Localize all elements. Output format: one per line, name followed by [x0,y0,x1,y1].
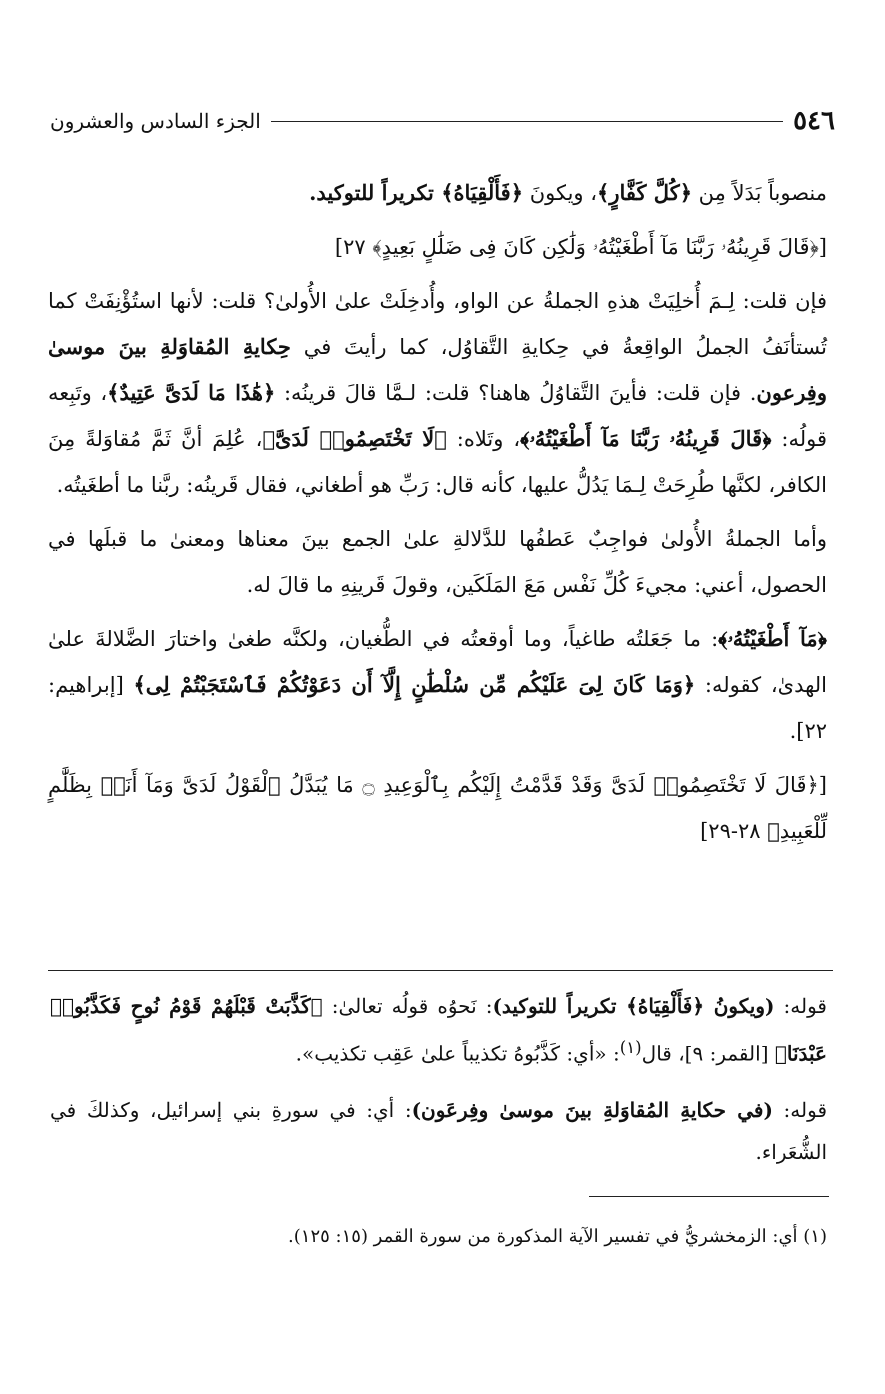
note-2 [50,1089,827,1173]
text-run: : أي: في سورةِ بني إسرائيل، وكذلكَ في الشُّعَراء. [50,1097,827,1164]
text-run: ، وتَلاه: [446,427,521,451]
verse-28-29: [﴿قَالَ لَا تَخْتَصِمُوا۟ لَدَىَّ وَقَدْ قَدَّمْتُ إِلَيْكُم بِٱلْوَعِيدِ ۝ مَا يُبَدَّلُ ٱلْقَوْلُ لَدَىَّ وَمَآ أَنَا۠ بِظَلَّٰمٍ لِّلْعَبِيدِ﴾ ٢٨-٢٩] [48,773,827,843]
page-number: ٥٤٦ [793,106,835,136]
quran-quote: ﴿كَذَّبَتْ قَبْلَهُمْ قَوْمُ نُوحٍ فَكَذَّبُوا۟ عَبْدَنَا﴾ [50,994,827,1066]
page-header [50,103,835,139]
text-run: : ما جَعَلتُه طاغياً، وما أوقعتُه في الطُّغيان، ولكنَّه طغىٰ واختارَ الضَّلالةَ علىٰ الهدىٰ، كقوله: [48,627,828,697]
text-run: ، عُلِمَ أنَّ ثَمَّ مُقاوَلةً مِنَ الكافر، لكنَّها طُرِحَتْ لِـمَا يَدُلُّ عليها، كأنه قال: رَبِّ هو أطغاني، فقال قَرينُه: ربَّنا ما أطغَيتُه. [48,427,827,497]
header-rule [271,121,783,122]
quran-quote: ﴿وَمَا كَانَ لِىَ عَلَيْكُم مِّن سُلْطَٰنٍ إِلَّآ أَن دَعَوْتُكُمْ فَٱسْتَجَبْتُمْ لِى﴾ [133,672,696,697]
main-text [48,170,827,862]
notes-divider [48,970,833,971]
paragraph-1 [48,170,827,216]
paragraph-2 [48,278,827,508]
bold-run: حِكايةِ المُقاوَلةِ بينَ موسىٰ وفِرعون [48,334,827,405]
text-run: : «أي: كَذَّبُوهُ تكذيباً علىٰ عَقِب تكذيب». [295,1041,620,1066]
text-run: [إبراهيم: ٢٢]. [48,673,827,743]
quran-quote: ﴿فَأَلْقِيَاهُ﴾ [441,180,524,205]
paragraph-4 [48,616,827,754]
quran-quote: ﴿لَا تَخْتَصِمُوا۟ لَدَىَّ﴾ [262,426,447,451]
footnote-marker: (١) [619,1038,642,1057]
text-run: فإن قلت: لِـمَ أُخلِيَتْ هذهِ الجملةُ عن الواو، وأُدخِلَتْ علىٰ الأُولىٰ؟ قلت: لأنها استُؤْنِفَتْ كما تُستأنَفُ الجملُ الواقِعةُ في حِكايةِ التَّقاوُل، كما رأيتَ في [48,289,828,359]
footnote: (١) أي: الزمخشريُّ في تفسير الآية المذكورة من سورة القمر (١٥: ١٢٥). [288,1226,827,1247]
text-run: ، ويكونَ [523,181,598,205]
text-run: قوله: [772,1097,827,1122]
text-run: قوله: [774,994,827,1018]
quran-quote: ﴿كُلَّ كَفَّارٍ﴾ [597,180,692,205]
quran-quote: ﴿قَالَ قَرِينُهُۥ رَبَّنَا مَآ أَطْغَيْتُهُۥ﴾ [520,426,772,451]
text-run: [القمر: ٩]، قال [641,1041,775,1066]
quran-quote: ﴿هَٰذَا مَا لَدَىَّ عَتِيدٌ﴾ [107,380,276,405]
bold-run: تكريراً للتوكيد. [309,180,442,205]
bold-run: (ويكونُ ﴿فَأَلْقِيَاهُ﴾ تكريراً للتوكيد) [492,994,775,1018]
text-run: منصوباً بَدَلاً مِن [692,181,827,205]
footnote-divider [589,1196,829,1197]
note-1 [50,985,827,1075]
text-run: : نَحوُه قولُه تعالىٰ: [322,994,493,1018]
quran-quote: ﴿مَآ أَطْغَيْتُهُۥ﴾ [718,626,827,651]
paragraph-3: وأما الجملةُ الأُولىٰ فواجِبٌ عَطفُها للدَّلالةِ علىٰ الجمع بينَ معناها ومعنىٰ ما قبلَها في الحصول، أعني: مجيءَ كُلِّ نَفْس مَعَ المَلَكَين، وقولَ قَرينِهِ ما قالَ له. [48,527,827,597]
text-run: . فإن قلت: فأينَ التَّقاوُلُ هاهنا؟ قلت: لـمَّا قالَ قرينُه: [275,381,757,405]
margin-notes [50,985,827,1187]
text-run: ، وتَبِعه قولُه: [48,381,828,451]
verse-27: [﴿قَالَ قَرِينُهُۥ رَبَّنَا مَآ أَطْغَيْتُهُۥ وَلَٰكِن كَانَ فِى ضَلَٰلٍ بَعِيدٍ﴾ ٢٧] [334,235,827,259]
bold-run: (في حكايةِ المُقاوَلةِ بينَ موسىٰ وفِرعَون) [411,1097,773,1122]
running-title: الجزء السادس والعشرون [50,109,261,133]
